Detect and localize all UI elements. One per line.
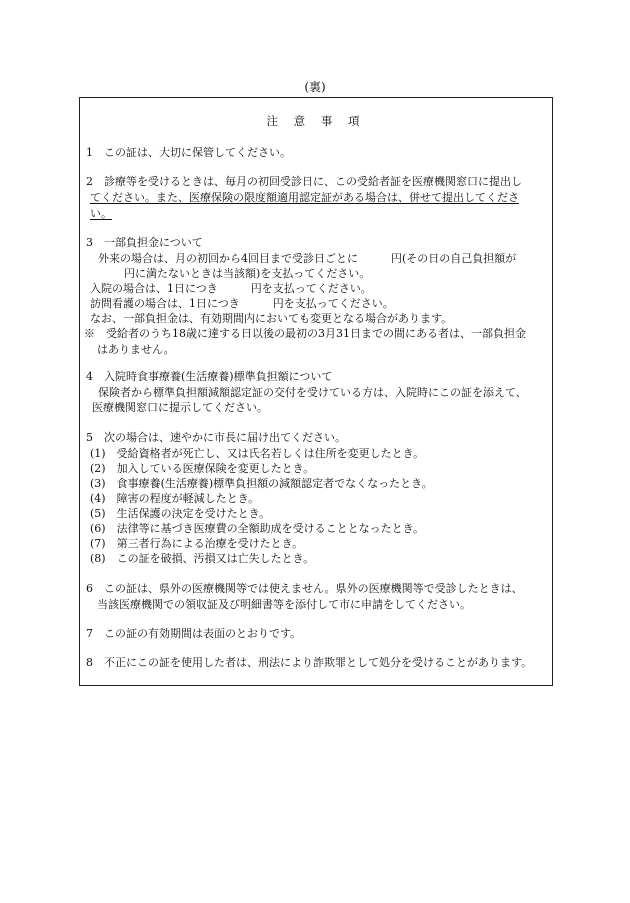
item-5-sub-5: (5) 生活保護の決定を受けたとき。 (90, 507, 271, 520)
item-8: 8 不正にこの証を使用した者は、刑法により詐欺罪として処分を受けることがあります。 (86, 656, 533, 669)
item-3-line-5: なお、一部負担金は、有効期間内においても変更となる場合があります。 (90, 312, 453, 325)
item-1: 1 この証は、大切に保管してください。 (86, 146, 291, 159)
item-2-line-1: 2 診療等を受けるときは、毎月の初回受診日に、この受給者証を医療機関窓口に提出し (86, 175, 522, 188)
item-3-heading: 3 一部負担金について (86, 236, 203, 249)
item-3-line-1: 外来の場合は、月の初回から4回目まで受診日ごとに 円(その日の自己負担額が (98, 252, 517, 265)
item-5-sub-7: (7) 第三者行為による治療を受けたとき。 (90, 537, 304, 550)
item-3-line-4: 訪問看護の場合は、1日につき 円を支払ってください。 (90, 297, 394, 310)
item-3-note-line-2: はありません。 (97, 343, 175, 356)
item-3-line-3: 入院の場合は、1日につき 円を支払ってください。 (90, 282, 372, 295)
item-5-sub-2: (2) 加入している医療保険を変更したとき。 (90, 462, 315, 475)
item-5-sub-1: (1) 受給資格者が死亡し、又は氏名若しくは住所を変更したとき。 (90, 447, 425, 460)
item-3-line-2: 円に満たないときは当該額)を支払ってください。 (124, 267, 371, 280)
item-3-note-line-1: ※ 受給者のうち18歳に達する日以後の最初の3月31日までの間にある者は、一部負担金 (84, 327, 526, 340)
item-2-line-2: てください。また、医療保険の限度額適用認定証がある場合は、併せて提出してくださ (90, 191, 519, 204)
item-7: 7 この証の有効期間は表面のとおりです。 (86, 627, 302, 640)
item-5-sub-4: (4) 障害の程度が軽減したとき。 (90, 492, 260, 505)
item-5-heading: 5 次の場合は、速やかに市長に届け出てください。 (86, 431, 346, 444)
item-5-sub-6: (6) 法律等に基づき医療費の全額助成を受けることとなったとき。 (90, 522, 425, 535)
notice-title: 注 意 事 項 (266, 114, 366, 128)
item-6-line-1: 6 この証は、県外の医療機関等では使えません。県外の医療機関等で受診したときは、 (86, 582, 523, 595)
item-5-sub-8: (8) この証を破損、汚損又は亡失したとき。 (90, 552, 315, 565)
item-6-line-2: 当該医療機関での領収証及び明細書等を添付して市に申請をしてください。 (97, 598, 471, 611)
item-4-line-1: 保険者から標準負担額減額認定証の交付を受けている方は、入院時にこの証を添えて、 (98, 386, 527, 399)
item-2-line-3: い。 (90, 207, 112, 220)
page-side-label: (裏) (304, 80, 326, 94)
item-4-line-2: 医療機関窓口に提示してください。 (92, 401, 268, 414)
item-5-sub-3: (3) 食事療養(生活療養)標準負担額の減額認定者でなくなったとき。 (90, 477, 433, 490)
item-4-heading: 4 入院時食事療養(生活療養)標準負担額について (86, 370, 333, 383)
